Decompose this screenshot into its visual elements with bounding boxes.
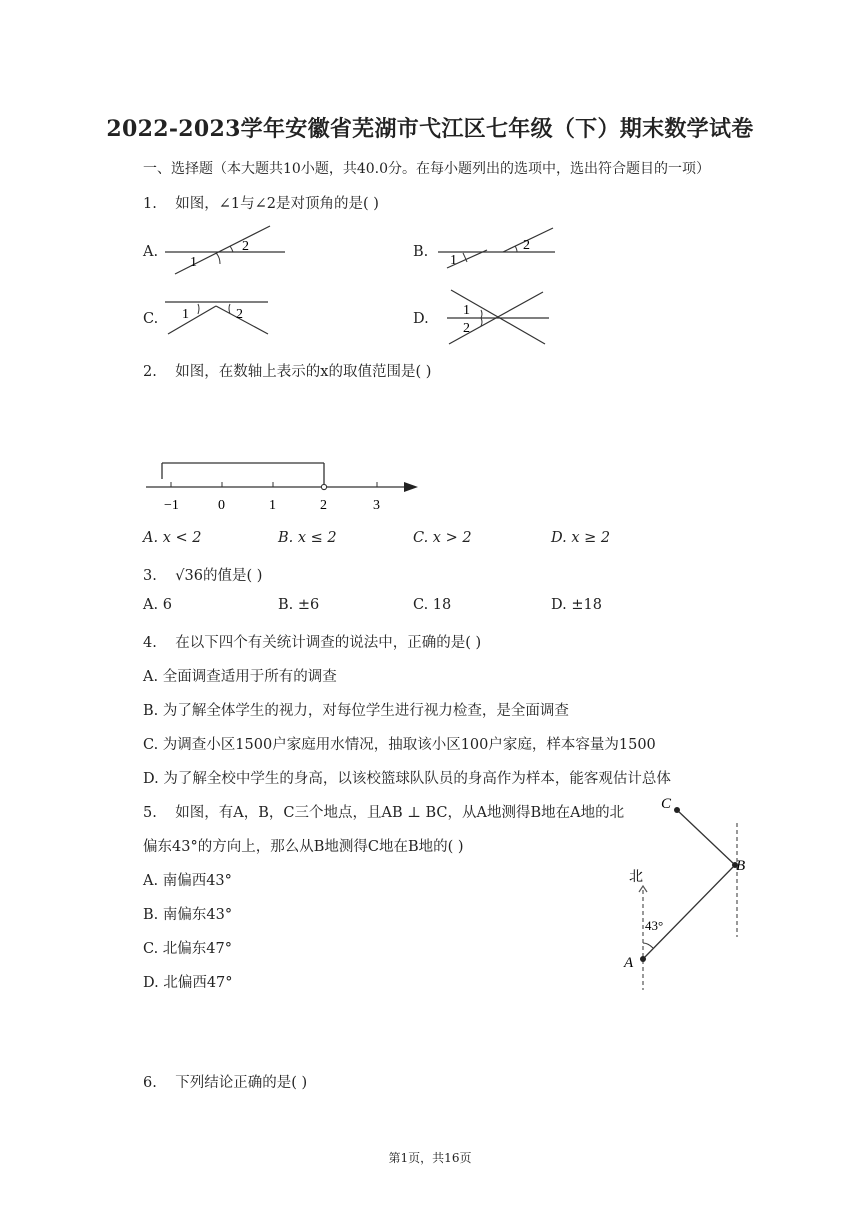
question-number: 2. — [143, 364, 157, 380]
angle-label-2: 2 — [463, 321, 470, 336]
question-number: 3. — [143, 568, 157, 584]
question-4 — [143, 631, 481, 652]
option-b: B. ±6 — [278, 597, 320, 613]
figure-q1-b — [435, 222, 560, 278]
direction-figure — [615, 795, 755, 995]
option-b: B. x ≤ 2 — [278, 530, 337, 546]
question-stem: 如图，在数轴上表示的x的取值范围是( ) — [175, 364, 432, 380]
option-a: A. x < 2 — [143, 530, 202, 546]
point-c — [674, 807, 680, 813]
option-d: D. 北偏西47° — [143, 975, 233, 991]
figure-q1-d — [445, 286, 555, 348]
question-stem: 如图，有A，B，C三个地点，且AB ⊥ BC，从A地测得B地在A地的北 — [175, 805, 625, 821]
axis-arrow — [404, 482, 418, 492]
section-heading: 一、选择题（本大题共10小题，共40.0分。在每小题列出的选项中，选出符合题目的一项） — [143, 161, 710, 177]
tick-label-0: 0 — [218, 498, 225, 513]
question-number: 1. — [143, 196, 157, 212]
question-stem: √36的值是( ) — [175, 568, 263, 584]
point-a — [640, 956, 646, 962]
option-d: D. 为了解全校中学生的身高，以该校篮球队队员的身高作为样本，能客观估计总体 — [143, 771, 671, 787]
option-c: C. 为调查小区1500户家庭用水情况，抽取该小区100户家庭，样本容量为1500 — [143, 737, 656, 753]
angle-arc — [643, 943, 653, 948]
angle-label-1: 1 — [463, 303, 470, 318]
label-north: 北 — [629, 870, 643, 885]
question-5-line-2: 偏东43°的方向上，那么从B地测得C地在B地的( ) — [143, 839, 464, 855]
angle-label-1: 1 — [190, 255, 197, 270]
figure-q1-c — [160, 294, 275, 340]
segment-ab — [643, 865, 735, 959]
label-c: C — [661, 796, 672, 812]
option-d: D. — [413, 311, 429, 327]
angle-label-2: 2 — [242, 239, 249, 254]
question-3 — [143, 564, 262, 585]
option-d: D. ±18 — [551, 597, 602, 613]
angle-label-1: 1 — [450, 253, 457, 268]
ticks — [171, 482, 377, 487]
tick-label-1: 1 — [269, 498, 276, 513]
page-title: 2022-2023学年安徽省芜湖市弋江区七年级（下）期末数学试卷 — [106, 116, 754, 142]
option-c: C. 18 — [413, 597, 452, 613]
question-1 — [143, 192, 379, 213]
question-5 — [143, 801, 624, 822]
segment-bc — [677, 810, 735, 865]
option-b: B. — [413, 244, 429, 260]
option-a: A. — [143, 244, 159, 260]
angle-label-2: 2 — [523, 238, 530, 253]
question-stem: 如图，∠1与∠2是对顶角的是( ) — [175, 196, 379, 212]
question-stem: 下列结论正确的是( ) — [175, 1075, 308, 1091]
question-number: 4. — [143, 635, 157, 651]
option-a: A. 全面调查适用于所有的调查 — [143, 669, 337, 685]
label-angle: 43° — [645, 918, 664, 933]
number-line-figure — [140, 455, 430, 517]
option-b: B. 南偏东43° — [143, 907, 233, 923]
angle-label-2: 2 — [236, 307, 243, 322]
label-b: B — [736, 858, 746, 874]
question-6 — [143, 1071, 307, 1092]
option-a: A. 6 — [143, 597, 172, 613]
question-number: 6. — [143, 1075, 157, 1091]
angle-label-1: 1 — [182, 307, 189, 322]
page-footer: 第1页，共16页 — [388, 1151, 472, 1165]
label-a: A — [624, 955, 634, 971]
option-c: C. x > 2 — [413, 530, 472, 546]
open-endpoint — [321, 484, 326, 489]
tick-label-3: 3 — [373, 498, 380, 513]
option-c: C. — [143, 311, 159, 327]
option-b: B. 为了解全体学生的视力，对每位学生进行视力检查，是全面调查 — [143, 703, 569, 719]
option-c: C. 北偏东47° — [143, 941, 232, 957]
question-stem: 在以下四个有关统计调查的说法中，正确的是( ) — [175, 635, 482, 651]
tick-label-minus1: −1 — [164, 498, 179, 513]
question-number: 5. — [143, 805, 157, 821]
option-d: D. x ≥ 2 — [551, 530, 611, 546]
tick-label-2: 2 — [320, 498, 327, 513]
figure-q1-a — [160, 222, 290, 278]
option-a: A. 南偏西43° — [143, 873, 232, 889]
question-2 — [143, 360, 431, 381]
